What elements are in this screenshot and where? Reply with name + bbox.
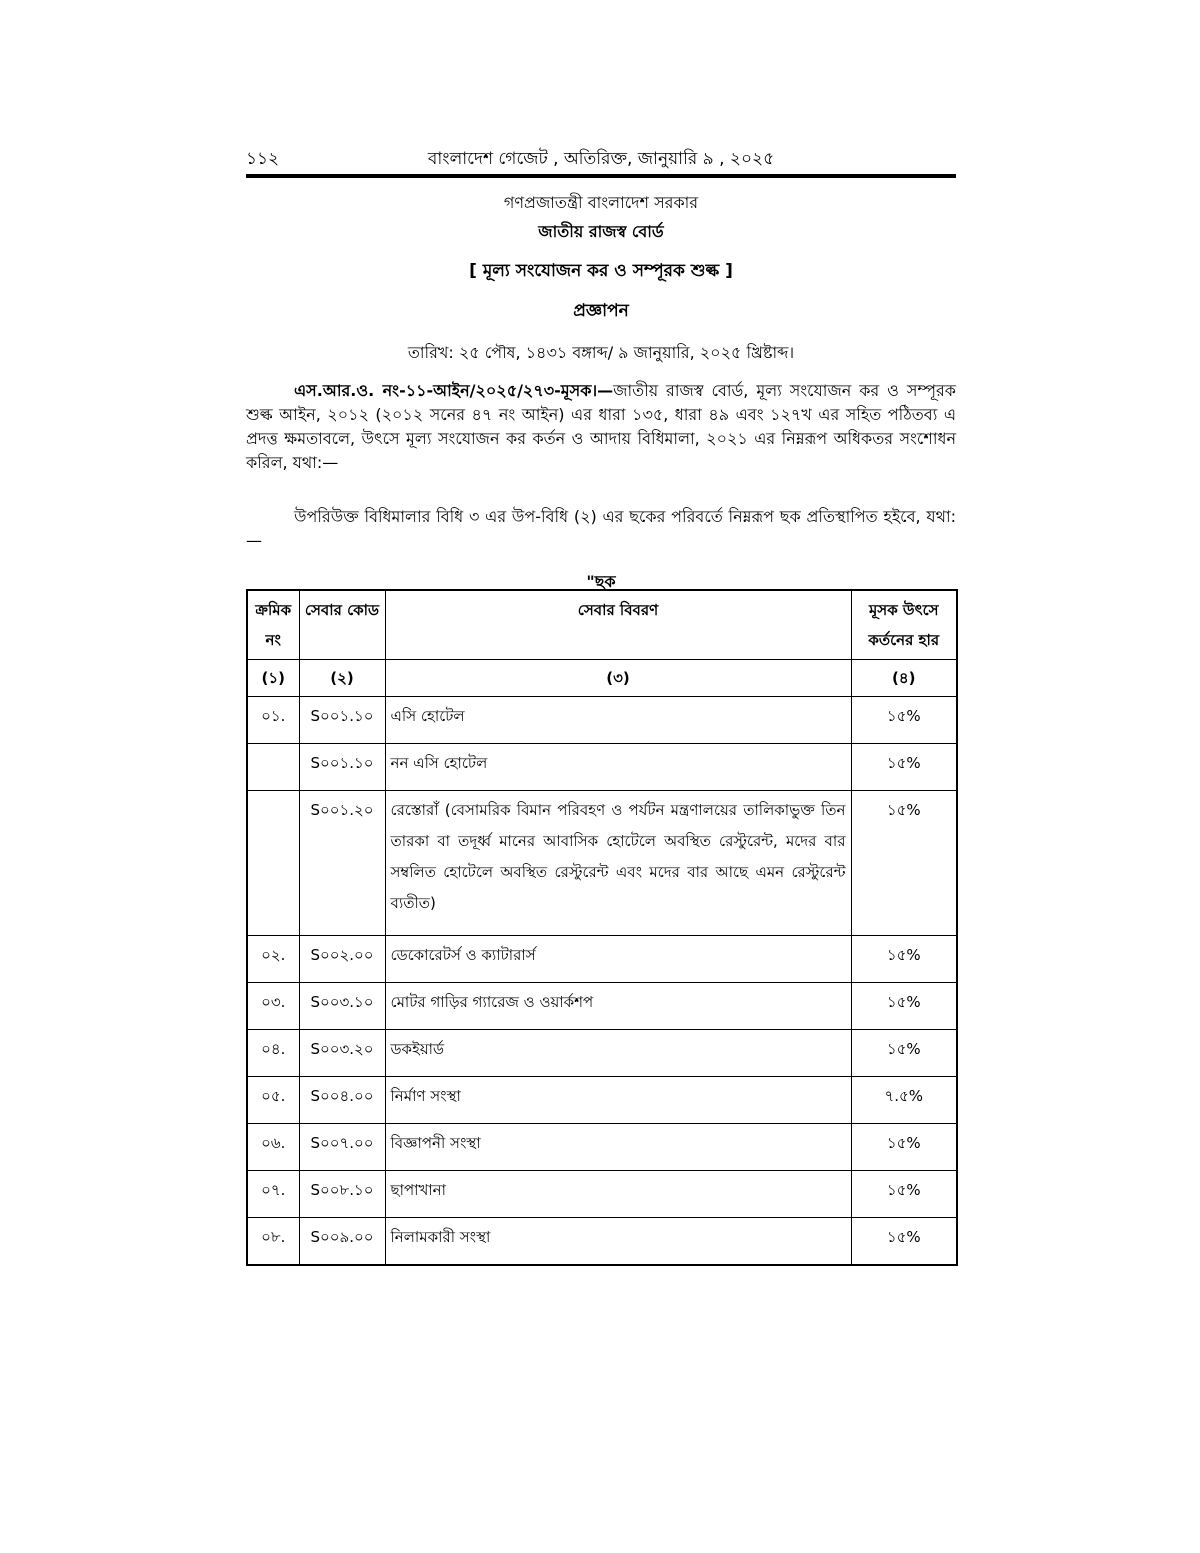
cell-code: S০০৭.০০ <box>299 1124 385 1171</box>
cell-serial: ০৫. <box>247 1077 299 1124</box>
schedule-heading: "ছক <box>586 572 616 591</box>
cell-rate: ৭.৫% <box>851 1077 957 1124</box>
cell-serial: ০১. <box>247 697 299 744</box>
cell-code: S০০৮.১০ <box>299 1171 385 1218</box>
table-row <box>247 936 957 983</box>
cell-rate: ১৫% <box>851 1030 957 1077</box>
column-number-rate: (৪) <box>851 660 957 697</box>
cell-serial: ০৮. <box>247 1218 299 1266</box>
column-number-code: (২) <box>299 660 385 697</box>
cell-rate: ১৫% <box>851 1124 957 1171</box>
cell-code: S০০১.২০ <box>299 791 385 936</box>
cell-description: ডেকোরেটর্স ও ক্যাটারার্স <box>385 936 851 983</box>
cell-serial: ০২. <box>247 936 299 983</box>
paragraph-1 <box>246 379 956 475</box>
header-serial: ক্রমিক নং <box>247 590 299 660</box>
cell-code: S০০১.১০ <box>299 697 385 744</box>
cell-rate: ১৫% <box>851 1218 957 1266</box>
table-row <box>247 791 957 936</box>
header-rate: মূসক উৎসে কর্তনের হার <box>851 590 957 660</box>
cell-description: এসি হোটেল <box>385 697 851 744</box>
department-name: [ মূল্য সংযোজন কর ও সম্পূরক শুল্ক ] <box>469 261 733 281</box>
cell-description: রেস্তোরাঁ (বেসামরিক বিমান পরিবহণ ও পর্যটন মন্ত্রণালয়ের তালিকাভুক্ত তিন তারকা বা তদূর্ধ্ব মানের আবাসিক হোটেলে অবস্থিত রেস্টুরেন্ট, মদের বার সম্বলিত হোটেলে অবস্থিত রেস্টুরেন্ট এবং মদের বার আছে এমন রেস্টুরেন্ট ব্যতীত) <box>385 791 851 936</box>
header-description: সেবার বিবরণ <box>385 590 851 660</box>
cell-code: S০০২.০০ <box>299 936 385 983</box>
column-number-description: (৩) <box>385 660 851 697</box>
header-code: সেবার কোড <box>299 590 385 660</box>
header-rule <box>246 174 956 178</box>
paragraph-2: উপরিউক্ত বিধিমালার বিধি ৩ এর উপ-বিধি (২) এর ছকের পরিবর্তে নিম্নরূপ ছক প্রতিস্থাপিত হইবে, যথা:— <box>246 507 956 550</box>
cell-rate: ১৫% <box>851 936 957 983</box>
notice-date: তারিখ: ২৫ পৌষ, ১৪৩১ বঙ্গাব্দ/ ৯ জানুয়ারি, ২০২৫ খ্রিষ্টাব্দ। <box>407 343 795 362</box>
cell-rate: ১৫% <box>851 744 957 791</box>
table-row <box>247 744 957 791</box>
cell-code: S০০৩.১০ <box>299 983 385 1030</box>
cell-code: S০০৯.০০ <box>299 1218 385 1266</box>
cell-description: মোটর গাড়ির গ্যারেজ ও ওয়ার্কশপ <box>385 983 851 1030</box>
cell-description: ডকইয়ার্ড <box>385 1030 851 1077</box>
cell-serial <box>247 744 299 791</box>
cell-code: S০০৪.০০ <box>299 1077 385 1124</box>
cell-description: নন এসি হোটেল <box>385 744 851 791</box>
cell-code: S০০১.১০ <box>299 744 385 791</box>
schedule-table <box>246 589 958 1266</box>
cell-serial: ০৪. <box>247 1030 299 1077</box>
cell-rate: ১৫% <box>851 697 957 744</box>
cell-code: S০০৩.২০ <box>299 1030 385 1077</box>
sro-reference: এস.আর.ও. নং-১১-আইন/২০২৫/২৭৩-মূসক।— <box>294 381 614 400</box>
table-row <box>247 1124 957 1171</box>
cell-description: নির্মাণ সংস্থা <box>385 1077 851 1124</box>
cell-serial <box>247 791 299 936</box>
cell-description: নিলামকারী সংস্থা <box>385 1218 851 1266</box>
column-number-row <box>247 660 957 697</box>
table-header-row <box>247 590 957 660</box>
table-row <box>247 1077 957 1124</box>
page-number: ১১২ <box>246 149 280 169</box>
running-header <box>246 140 956 174</box>
table-row <box>247 1171 957 1218</box>
government-name: গণপ্রজাতন্ত্রী বাংলাদেশ সরকার <box>503 193 699 212</box>
table-row <box>247 1218 957 1266</box>
cell-description: বিজ্ঞাপনী সংস্থা <box>385 1124 851 1171</box>
cell-serial: ০৩. <box>247 983 299 1030</box>
table-row <box>247 1030 957 1077</box>
notice-title: প্রজ্ঞাপন <box>573 301 629 321</box>
board-name: জাতীয় রাজস্ব বোর্ড <box>538 222 664 241</box>
cell-rate: ১৫% <box>851 1171 957 1218</box>
paragraph-1-text: জাতীয় রাজস্ব বোর্ড, মূল্য সংযোজন কর ও সম্পূরক শুল্ক আইন, ২০১২ (২০১২ সনের ৪৭ নং আইন) এর ধারা ১৩৫, ধারা ৪৯ এবং ১২৭খ এর সহিত পঠিতব্য এ প্রদত্ত ক্ষমতাবলে, উৎসে মূল্য সংযোজন কর কর্তন ও আদায় বিধিমালা, ২০২১ এর নিম্নরূপ অধিকতর সংশোধন করিল, যথা:— <box>246 381 956 472</box>
gazette-page <box>246 140 956 1266</box>
running-title: বাংলাদেশ গেজেট , অতিরিক্ত, জানুয়ারি ৯ , ২০২৫ <box>427 149 775 169</box>
table-row <box>247 983 957 1030</box>
cell-rate: ১৫% <box>851 983 957 1030</box>
cell-serial: ০৬. <box>247 1124 299 1171</box>
table-row <box>247 697 957 744</box>
column-number-serial: (১) <box>247 660 299 697</box>
cell-description: ছাপাখানা <box>385 1171 851 1218</box>
cell-serial: ০৭. <box>247 1171 299 1218</box>
cell-rate: ১৫% <box>851 791 957 936</box>
